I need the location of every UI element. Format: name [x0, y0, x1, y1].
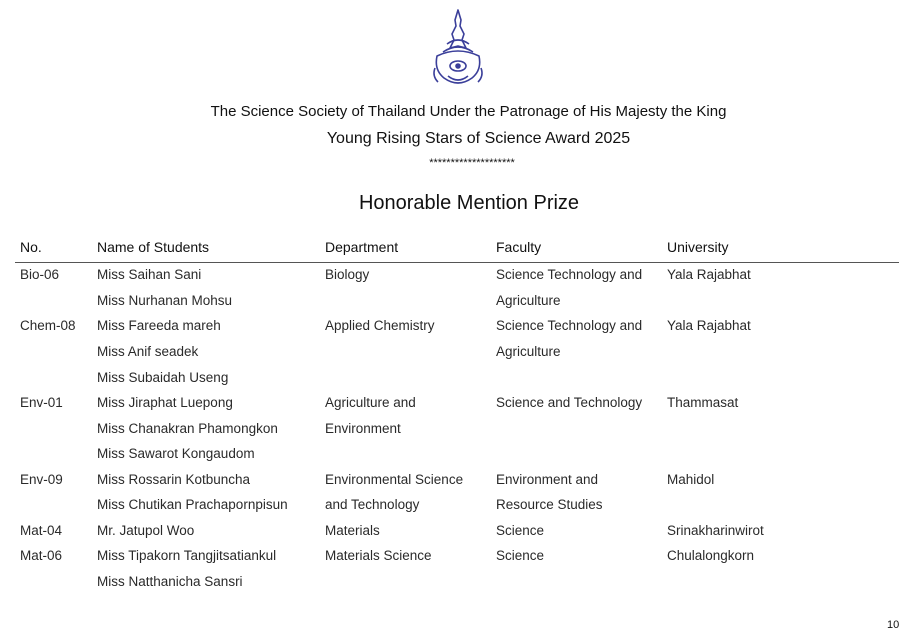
- student-name: Miss Chutikan Prachapornpisun: [97, 497, 288, 512]
- university: Chulalongkorn: [667, 548, 755, 563]
- faculty: Resource Studies: [496, 497, 603, 512]
- column-header-name: Name of Students: [97, 239, 210, 255]
- award-title: Young Rising Stars of Science Award 2025: [326, 130, 631, 147]
- row-no: Bio-06: [20, 267, 60, 282]
- university: Yala Rajabhat: [667, 267, 751, 282]
- department: Environment: [325, 421, 401, 436]
- student-name: Miss Anif seadek: [97, 344, 199, 359]
- faculty: Science Technology and: [496, 267, 643, 282]
- department: and Technology: [325, 497, 420, 512]
- header-rule: [15, 262, 899, 263]
- column-header-no: No.: [20, 239, 42, 255]
- column-header-university: University: [667, 239, 729, 255]
- faculty: Science and Technology: [496, 395, 643, 410]
- student-name: Miss Nurhanan Mohsu: [97, 293, 233, 308]
- faculty: Agriculture: [496, 344, 561, 359]
- faculty: Environment and: [496, 472, 599, 487]
- university: Yala Rajabhat: [667, 318, 751, 333]
- science-society-emblem: [430, 8, 486, 88]
- student-name: Miss Natthanicha Sansri: [97, 574, 243, 589]
- student-name: Miss Saihan Sani: [97, 267, 202, 282]
- department: Materials: [325, 523, 380, 538]
- student-name: Miss Sawarot Kongaudom: [97, 446, 255, 461]
- row-no: Mat-06: [20, 548, 63, 563]
- student-name: Miss Subaidah Useng: [97, 370, 229, 385]
- society-title: The Science Society of Thailand Under the Patronage of His Majesty the King: [210, 103, 727, 120]
- department: Agriculture and: [325, 395, 416, 410]
- university: Mahidol: [667, 472, 715, 487]
- star-separator: ********************: [429, 157, 515, 169]
- department: Environmental Science: [325, 472, 464, 487]
- row-no: Env-09: [20, 472, 63, 487]
- column-header-department: Department: [325, 239, 399, 255]
- page-number: 10: [887, 619, 900, 631]
- row-no: Chem-08: [20, 318, 76, 333]
- row-no: Env-01: [20, 395, 63, 410]
- department: Biology: [325, 267, 370, 282]
- student-name: Miss Fareeda mareh: [97, 318, 221, 333]
- faculty: Science Technology and: [496, 318, 643, 333]
- university: Thammasat: [667, 395, 739, 410]
- student-name: Miss Chanakran Phamongkon: [97, 421, 278, 436]
- faculty: Science: [496, 523, 545, 538]
- department: Materials Science: [325, 548, 432, 563]
- column-header-faculty: Faculty: [496, 239, 542, 255]
- student-name: Mr. Jatupol Woo: [97, 523, 195, 538]
- department: Applied Chemistry: [325, 318, 435, 333]
- prize-title: Honorable Mention Prize: [358, 192, 580, 214]
- faculty: Science: [496, 548, 545, 563]
- faculty: Agriculture: [496, 293, 561, 308]
- student-name: Miss Tipakorn Tangjitsatiankul: [97, 548, 277, 563]
- row-no: Mat-04: [20, 523, 63, 538]
- student-name: Miss Jiraphat Luepong: [97, 395, 233, 410]
- student-name: Miss Rossarin Kotbuncha: [97, 472, 251, 487]
- university: Srinakharinwirot: [667, 523, 764, 538]
